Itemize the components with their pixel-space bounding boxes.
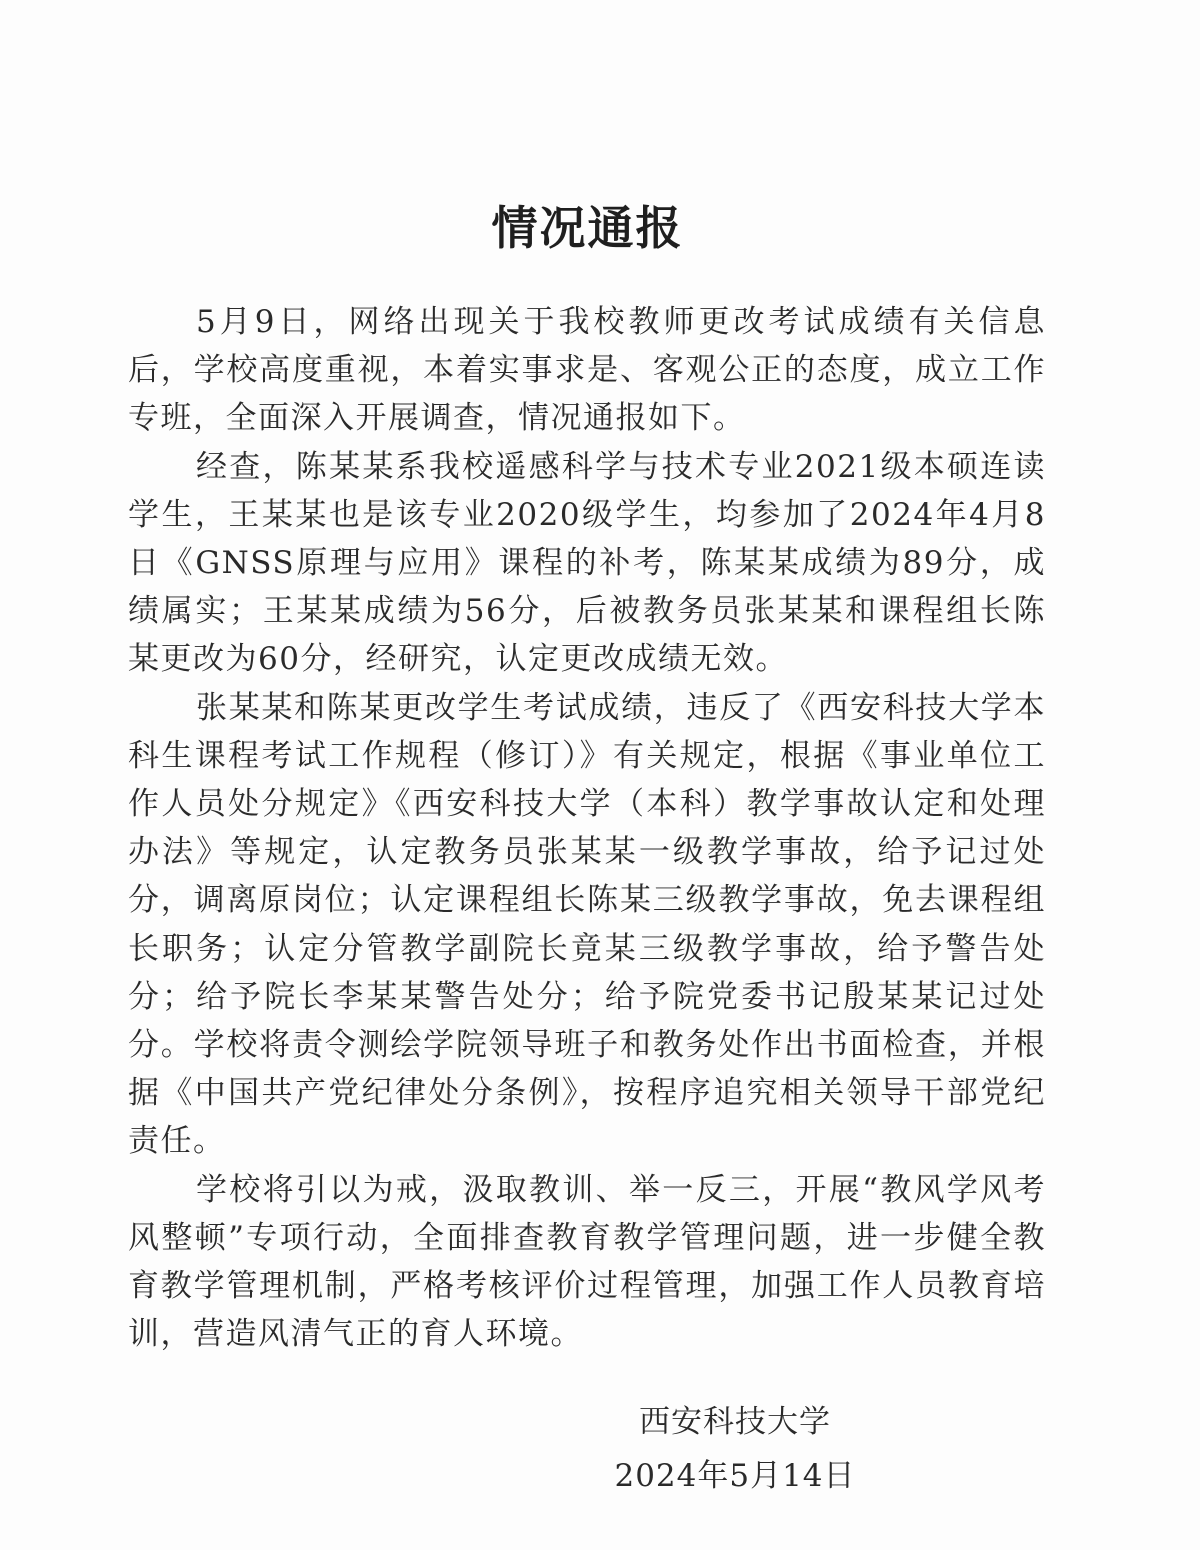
- signature-organization: 西安科技大学: [639, 1404, 831, 1440]
- paragraph-penalties: 张某某和陈某更改学生考试成绩，违反了《西安科技大学本科生课程考试工作规程（修订）》有关规定，根据《事业单位工作人员处分规定》《西安科技大学（本科）教学事故认定和处理办法》等规定，认定教务员张某某一级教学事故，给予记过处分，调离原岗位；认定课程组长陈某三级教学事故，免去课程组长职务；认定分管教学副院长竟某三级教学事故，给予警告处分；给予院长李某某警告处分；给予院党委书记殷某某记过处分。学校将责令测绘学院领导班子和教务处作出书面检查，并根据《中国共产党纪律处分条例》，按程序追究相关领导干部党纪责任。: [128, 689, 1046, 1160]
- paragraph-findings: 经查，陈某某系我校遥感科学与技术专业2021级本硕连读学生，王某某也是该专业2020级学生，均参加了2024年4月8日《GNSS原理与应用》课程的补考，陈某某成绩为89分，成绩属实；王某某成绩为56分，后被教务员张某某和课程组长陈某更改为60分，经研究，认定更改成绩无效。: [128, 448, 1046, 678]
- notice-title: 情况通报: [491, 201, 684, 255]
- signature-date: 2024年5月14日: [614, 1458, 856, 1494]
- notice-body: [128, 298, 1046, 1358]
- paragraph-intro: 5月9日，网络出现关于我校教师更改考试成绩有关信息后，学校高度重视，本着实事求是、客观公正的态度，成立工作专班，全面深入开展调查，情况通报如下。: [128, 304, 1046, 437]
- paragraph-measures: 学校将引以为戒，汲取教训、举一反三，开展“教风学风考风整顿”专项行动，全面排查教育教学管理问题，进一步健全教育教学管理机制，严格考核评价过程管理，加强工作人员教育培训，营造风清气正的育人环境。: [128, 1171, 1046, 1353]
